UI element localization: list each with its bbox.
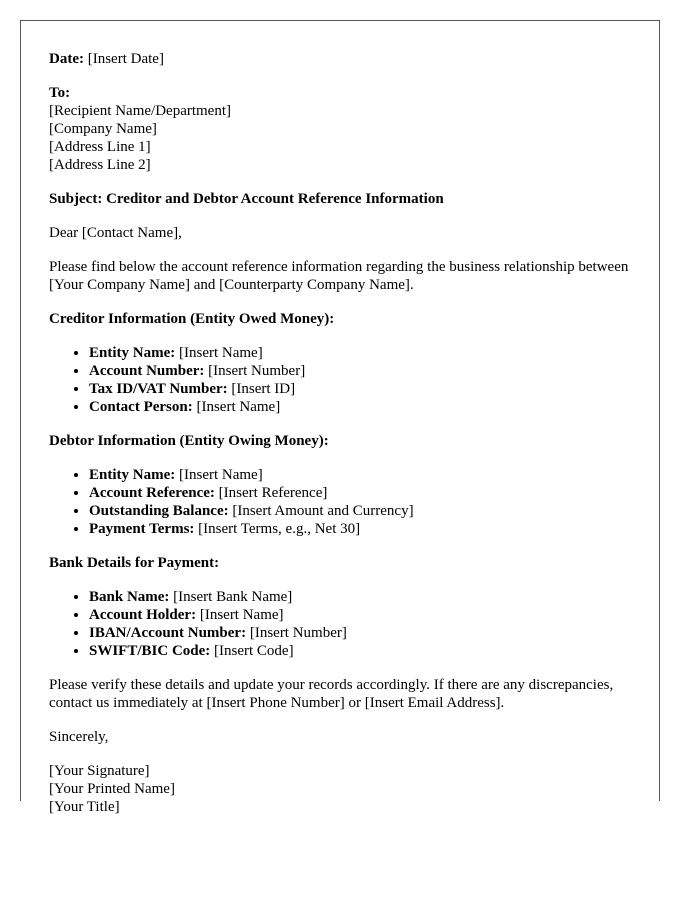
closing-paragraph: Please verify these details and update your records accordingly. If there are any discrepancies, contact us immediately at [Insert Phone Number] or [Insert Email Address]. xyxy=(49,677,614,711)
recipient-line: [Company Name] xyxy=(49,121,157,137)
recipient-line: [Recipient Name/Department] xyxy=(49,103,232,119)
date-label: Date: xyxy=(49,51,84,67)
list-item: • Payment Terms: [Insert Terms, e.g., Net 30] xyxy=(89,520,639,538)
subject-line xyxy=(49,190,639,208)
recipient-block xyxy=(49,84,639,174)
subject-text: Creditor and Debtor Account Reference Information xyxy=(106,191,444,207)
list-item: • Outstanding Balance: [Insert Amount and Currency] xyxy=(89,502,639,520)
signature-block xyxy=(49,762,639,816)
bank-list xyxy=(49,588,639,660)
bank-heading: Bank Details for Payment: xyxy=(49,555,220,571)
list-item: • Account Holder: [Insert Name] xyxy=(89,606,639,624)
list-item: • Account Number: [Insert Number] xyxy=(89,362,639,380)
creditor-list xyxy=(49,344,639,416)
recipient-line: [Address Line 1] xyxy=(49,139,151,155)
list-item: • Contact Person: [Insert Name] xyxy=(89,398,639,416)
letter-content xyxy=(49,50,639,832)
date-value: [Insert Date] xyxy=(87,51,164,67)
list-item: • IBAN/Account Number: [Insert Number] xyxy=(89,624,639,642)
debtor-list xyxy=(49,466,639,538)
sign-off: Sincerely, xyxy=(49,729,109,745)
printed-name-line: [Your Printed Name] xyxy=(49,781,175,797)
list-item: • Account Reference: [Insert Reference] xyxy=(89,484,639,502)
debtor-heading: Debtor Information (Entity Owing Money): xyxy=(49,433,329,449)
subject-label: Subject: xyxy=(49,191,103,207)
signature-line: [Your Signature] xyxy=(49,763,150,779)
list-item: • SWIFT/BIC Code: [Insert Code] xyxy=(89,642,639,660)
creditor-heading: Creditor Information (Entity Owed Money): xyxy=(49,311,335,327)
list-item: • Tax ID/VAT Number: [Insert ID] xyxy=(89,380,639,398)
list-item: • Entity Name: [Insert Name] xyxy=(89,344,639,362)
letter-document xyxy=(20,20,660,815)
greeting: Dear [Contact Name], xyxy=(49,225,182,241)
list-item: • Bank Name: [Insert Bank Name] xyxy=(89,588,639,606)
recipient-label: To: xyxy=(49,85,71,101)
recipient-line: [Address Line 2] xyxy=(49,157,151,173)
list-item: • Entity Name: [Insert Name] xyxy=(89,466,639,484)
title-line: [Your Title] xyxy=(49,799,120,815)
intro-paragraph: Please find below the account reference information regarding the business relationship between [Your Company Name] and [Counterparty Company Name]. xyxy=(49,259,629,293)
date-line xyxy=(49,50,639,68)
